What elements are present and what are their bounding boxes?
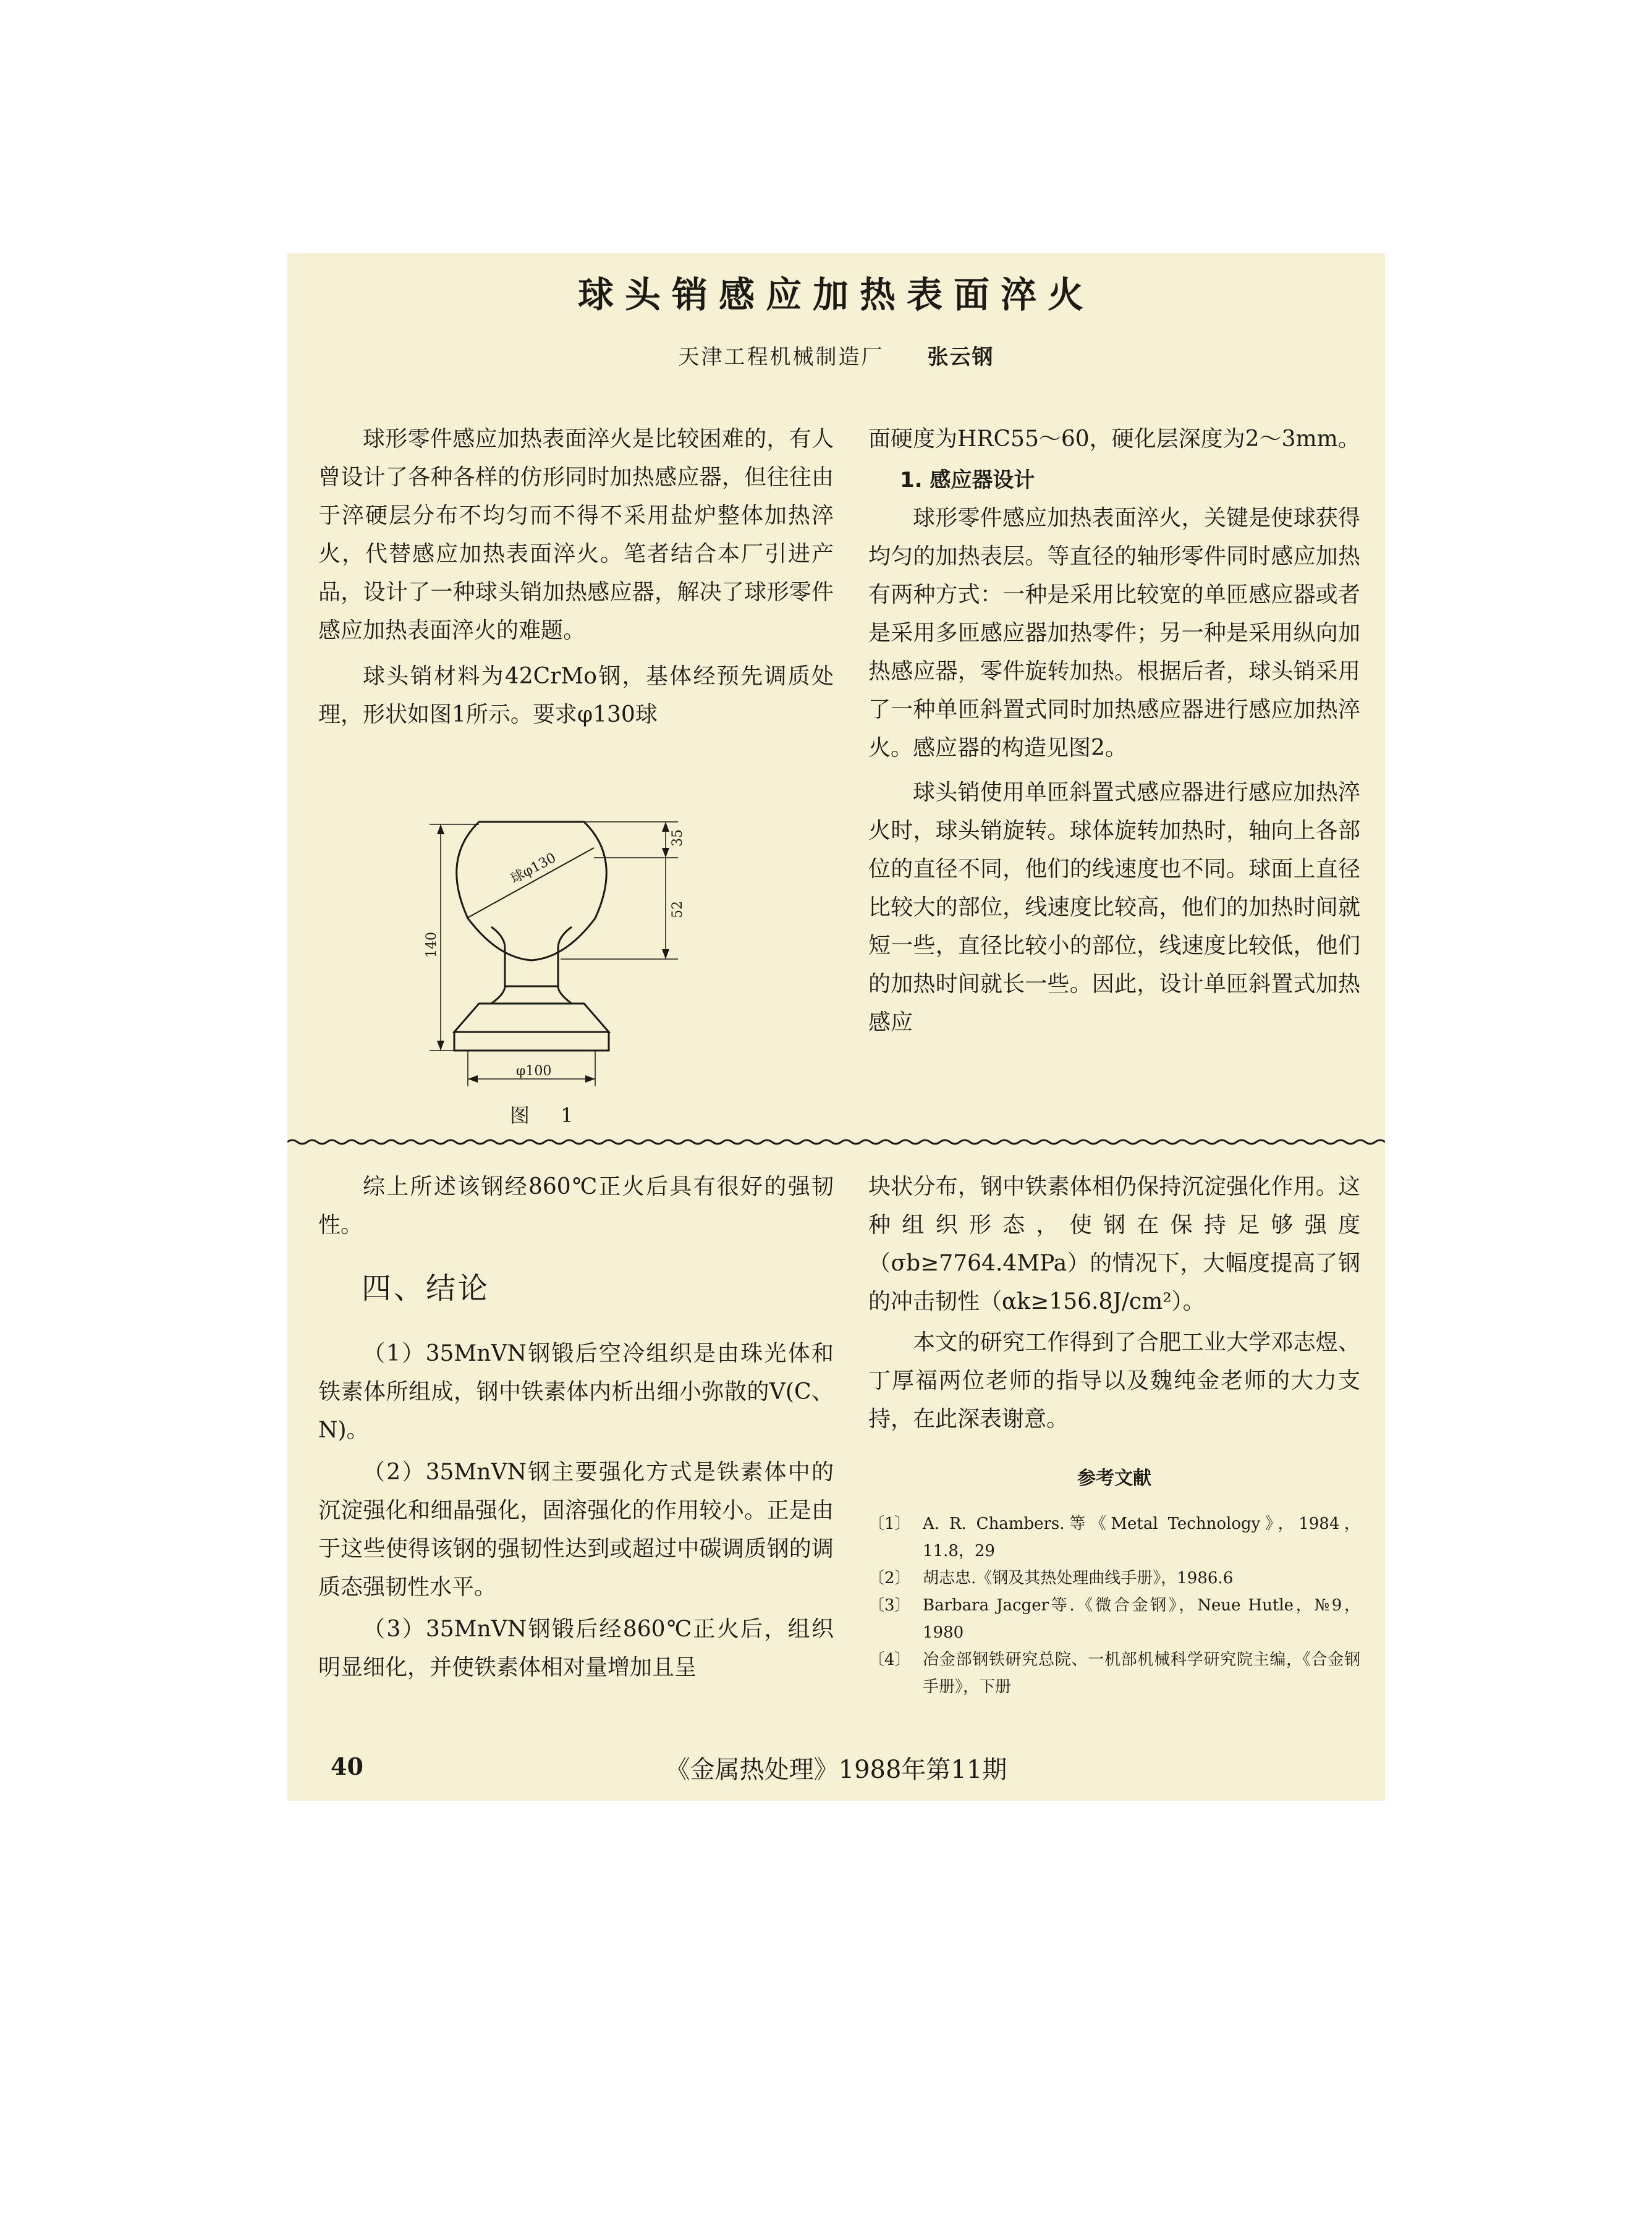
paragraph-continued: 面硬度为HRC55～60，硬化层深度为2～3mm。 [868,426,1360,452]
page-number: 40 [331,1753,363,1780]
paragraph: 本文的研究工作得到了合肥工业大学邓志煜、丁厚福两位老师的指导以及魏纯金老师的大力支持，在此深表谢意。 [868,1330,1360,1432]
paragraph: 球头销使用单匝斜置式感应器进行感应加热淬火时，球头销旋转。球体旋转加热时，轴向上各部位的直径不同，他们的线速度也不同。球面上直径比较大的部位，线速度比较高，他们的加热时间就短一些，直径比较小的部位，线速度比较低，他们的加热时间就长一些。因此，设计单匝斜置式加热感应 [868,780,1360,1035]
reference-item [868,1565,1360,1592]
lower-right-column [868,1168,1360,1701]
reference-number: 〔4〕 [868,1651,911,1669]
reference-text: 胡志忠.《钢及其热处理曲线手册》，1986.6 [923,1569,1234,1588]
paragraph: 综上所述该钢经860℃正火后具有很好的强韧性。 [318,1174,834,1238]
upper-left-column [318,420,834,734]
reference-number: 〔3〕 [868,1596,911,1615]
upper-right-column [868,420,1360,1042]
reference-item [868,1510,1360,1565]
journal-footer: 《金属热处理》1988年第11期 [665,1756,1007,1784]
author: 张云钢 [927,345,994,370]
section-heading: 1. 感应器设计 [900,468,1035,493]
figure-caption: 图 1 [510,1104,586,1127]
section-divider [287,1137,1385,1147]
byline [287,340,1385,370]
reference-text: Barbara Jacger等.《微合金钢》，Neue Hutle，№9，1980 [923,1596,1360,1642]
paragraph: （1）35MnVN钢锻后空冷组织是由珠光体和铁素体所组成，钢中铁素体内析出细小弥散的V(C、N)。 [318,1341,834,1443]
references-heading: 参考文献 [1077,1468,1151,1489]
reference-item [868,1646,1360,1701]
conclusion-heading: 四、结论 [362,1271,491,1306]
dim-140-label: 140 [424,932,439,958]
paragraph: 球形零件感应加热表面淬火，关键是使球获得均匀的加热表层。等直径的轴形零件同时感应加热有两种方式：一种是采用比较宽的单匝感应器或者是采用多匝感应器加热零件；另一种是采用纵向加热感应器，零件旋转加热。根据后者，球头销采用了一种单匝斜置式同时加热感应器进行感应加热淬火。感应器的构造见图2。 [868,505,1360,761]
article-title: 球头销感应加热表面淬火 [577,274,1095,316]
paragraph: 球头销材料为42CrMo钢，基体经预先调质处理，形状如图1所示。要求φ130球 [318,664,834,727]
paragraph: （2）35MnVN钢主要强化方式是铁素体中的沉淀强化和细晶强化，固溶强化的作用较小。正是由于这些使得该钢的强韧性达到或超过中碳调质钢的调质态强韧性水平。 [318,1460,834,1600]
dim-52-label: 52 [670,901,685,918]
paragraph: 球形零件感应加热表面淬火是比较困难的，有人曾设计了各种各样的仿形同时加热感应器，但往往由于淬硬层分布不均匀而不得不采用盐炉整体加热淬火，代替感应加热表面淬火。笔者结合本厂引进产品，设计了一种球头销加热感应器，解决了球形零件感应加热表面淬火的难题。 [318,426,834,643]
dim-base-label: φ100 [516,1063,552,1079]
journal-page [287,253,1385,1801]
neck-outline [491,927,572,1004]
paragraph-continued: 块状分布，钢中铁素体相仍保持沉淀强化作用。这种组织形态，使钢在保持足够强度（σb≥7764.4MPa）的情况下，大幅度提高了钢的冲击韧性（αk≥156.8J/cm²）。 [868,1174,1360,1314]
dim-35-label: 35 [670,829,685,847]
reference-text: 冶金部钢铁研究总院、一机部机械科学研究院主编，《合金钢手册》，下册 [923,1651,1360,1696]
figure-1-drawing [399,797,745,1088]
reference-number: 〔1〕 [868,1515,911,1533]
reference-item [868,1592,1360,1646]
reference-text: A. R. Chambers.等《Metal Technology》，1984，11.8，29 [923,1515,1360,1560]
dim-ball-label: 球φ130 [508,850,559,887]
ball-outline [457,822,607,960]
paragraph: （3）35MnVN钢锻后经860℃正火后，组织明显细化，并使铁素体相对量增加且呈 [318,1617,834,1680]
reference-number: 〔2〕 [868,1569,911,1588]
affiliation: 天津工程机械制造厂 [678,345,884,370]
lower-left-column [318,1168,834,1687]
base-outline [454,1004,609,1032]
